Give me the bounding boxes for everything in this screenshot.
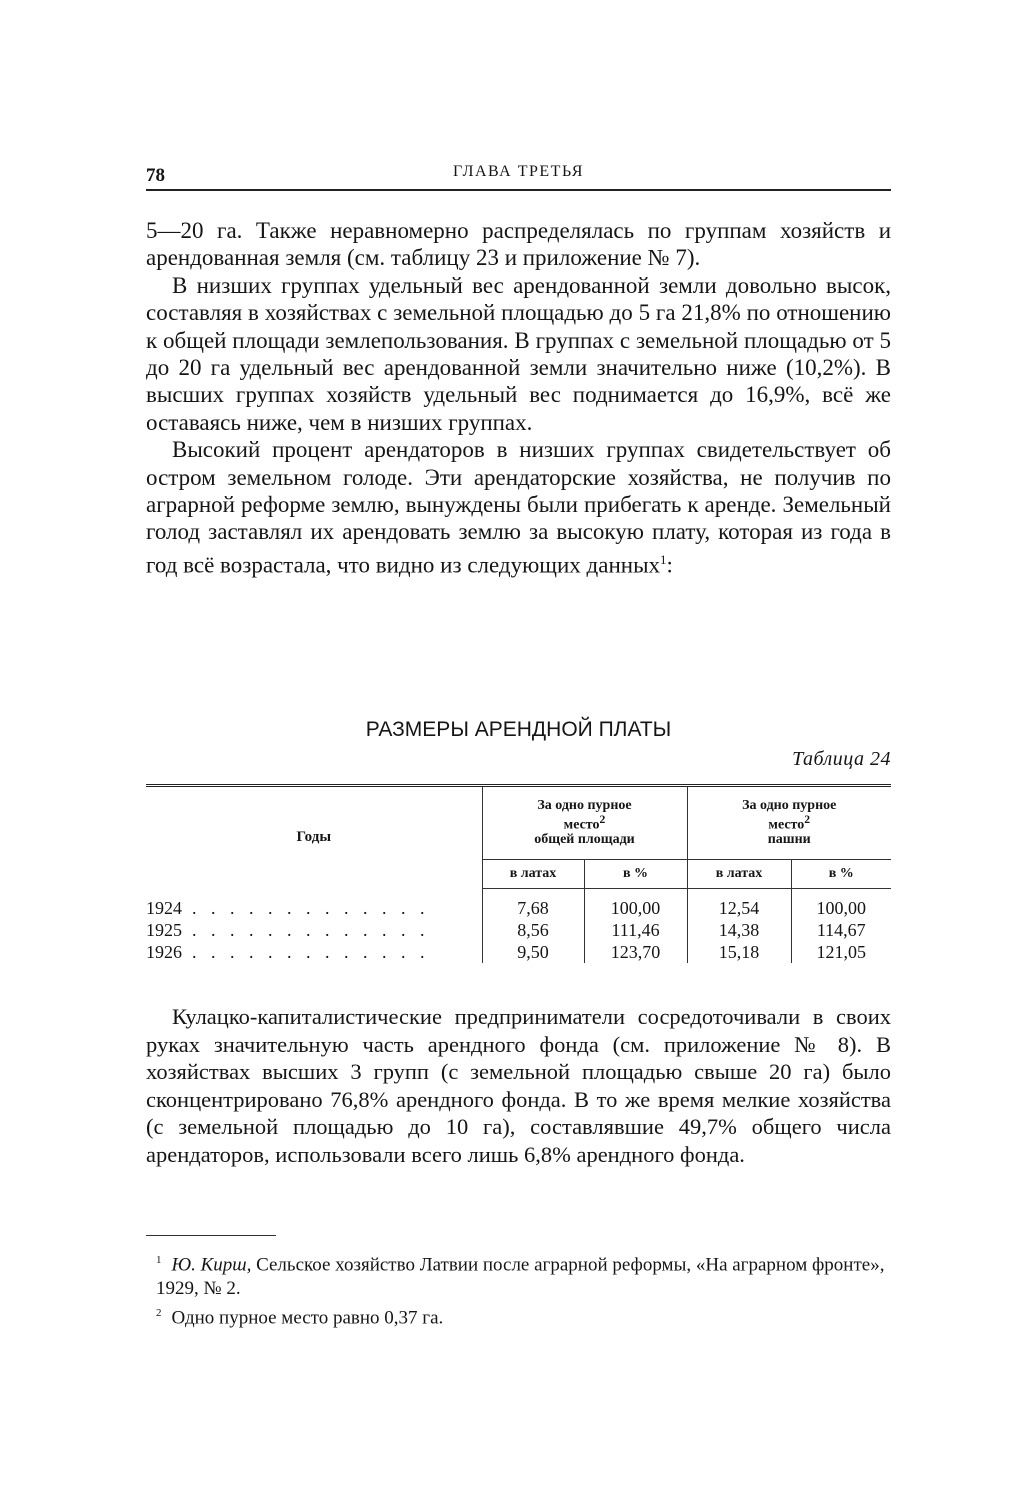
- sub-header-pct-1: в %: [584, 860, 687, 889]
- col-group-total-area: [482, 786, 687, 860]
- value-lats-total: 9,50: [482, 941, 584, 963]
- body-text-top: [146, 217, 891, 579]
- year-cell: 1926: [146, 942, 182, 962]
- col-group-arable: [687, 786, 891, 860]
- paragraph-1: 5—20 га. Также неравномерно распределялась по группам хозяйств и арендованная земля (см. таблицу 23 и приложение № 7).: [146, 218, 891, 271]
- paragraph-2: В низших группах удельный вес арендованной земли довольно высок, составляя в хозяйствах с земельной площадью до 5 га 21,8% по отношению к общей площади землепользования. В группах с земельной площадью от 5 до 20 га удельный вес арендованной земли значительно ниже (10,2%). В высших группах хозяйств удельный вес поднимается до 16,9%, всё же оставаясь ниже, чем в низших группах.: [146, 272, 891, 435]
- group1-line3: общей площади: [534, 831, 635, 847]
- value-lats-arable: 14,38: [687, 919, 791, 941]
- sub-header-lats-1: в латах: [482, 860, 584, 889]
- table-label: Таблица 24: [792, 748, 891, 770]
- value-lats-total: 7,68: [482, 889, 584, 920]
- rent-table: [146, 784, 891, 963]
- value-pct-total: 123,70: [584, 941, 687, 963]
- paragraph-3-end: :: [666, 552, 673, 578]
- value-lats-total: 8,56: [482, 919, 584, 941]
- group1-line2: место$^2$: [563, 813, 606, 833]
- footnote-1-author: Ю. Кирш,: [171, 1254, 252, 1276]
- body-text-bottom: [146, 1003, 891, 1168]
- footnote-2-mark: 2: [156, 1307, 162, 1320]
- value-pct-arable: 100,00: [791, 889, 891, 920]
- footnote-1-mark: 1: [156, 1254, 162, 1266]
- table-row: [146, 941, 891, 963]
- table-row: [146, 919, 891, 941]
- table-row: [146, 889, 891, 920]
- footnote-rule: [146, 1235, 276, 1236]
- footnote-ref-1: 1: [660, 551, 667, 567]
- year-cell: 1925: [146, 920, 182, 940]
- footnote-2: [146, 1301, 891, 1330]
- paragraph-4: Кулацко-капиталистические предприниматели сосредоточивали в своих руках значительную часть арендного фонда (см. приложение № 8). В хозяйствах высших 3 групп (с земельной площадью свыше 20 га) было сконцентрировано 76,8% арендного фонда. В то же время мелкие хозяйства (с земельной площадью до 10 га), составлявшие 49,7% общего числа арендаторов, использовали всего лишь 6,8% арендного фонда.: [146, 1004, 891, 1167]
- table-title: РАЗМЕРЫ АРЕНДНОЙ ПЛАТЫ: [365, 718, 672, 741]
- page-header: [146, 155, 891, 191]
- col-header-years: Годы: [146, 786, 482, 889]
- value-pct-total: 100,00: [584, 889, 687, 920]
- running-head: ГЛАВА ТРЕТЬЯ: [453, 163, 584, 180]
- leader-dots: . . . . . . . . . . . . .: [192, 920, 430, 940]
- value-pct-arable: 121,05: [791, 941, 891, 963]
- leader-dots: . . . . . . . . . . . . .: [192, 942, 430, 962]
- sub-header-pct-2: в %: [791, 860, 891, 889]
- value-lats-arable: 15,18: [687, 941, 791, 963]
- paragraph-3-text: Высокий процент арендаторов в низших группах свидетельствует об остром земельном голоде. Эти арендаторские хозяйства, не получив по аграрной реформе землю, вынуждены были прибегать к аренде. Земельный голод заставлял их арендовать землю за высокую плату, которая из года в год всё возрастала, что видно из следующих данных: [146, 437, 891, 578]
- group2-line2: место$^2$: [768, 813, 811, 833]
- group2-line3: пашни: [767, 831, 811, 847]
- footnote-1: [146, 1248, 891, 1301]
- paragraph-3: [146, 436, 891, 579]
- page-number: 78: [146, 165, 165, 186]
- value-lats-arable: 12,54: [687, 889, 791, 920]
- value-pct-arable: 114,67: [791, 919, 891, 941]
- value-pct-total: 111,46: [584, 919, 687, 941]
- year-cell: 1924: [146, 897, 182, 918]
- footnote-1-text: Сельское хозяйство Латвии после аграрной реформы, «На аграрном фронте», 1929, № 2.: [156, 1254, 885, 1300]
- sub-header-lats-2: в латах: [687, 860, 791, 889]
- leader-dots: . . . . . . . . . . . . .: [192, 897, 430, 918]
- footnotes: [146, 1248, 891, 1331]
- footnote-2-text: Одно пурное место равно 0,37 га.: [171, 1307, 444, 1329]
- group1-line1: За одно пурное: [537, 798, 632, 814]
- group2-line1: За одно пурное: [742, 798, 837, 814]
